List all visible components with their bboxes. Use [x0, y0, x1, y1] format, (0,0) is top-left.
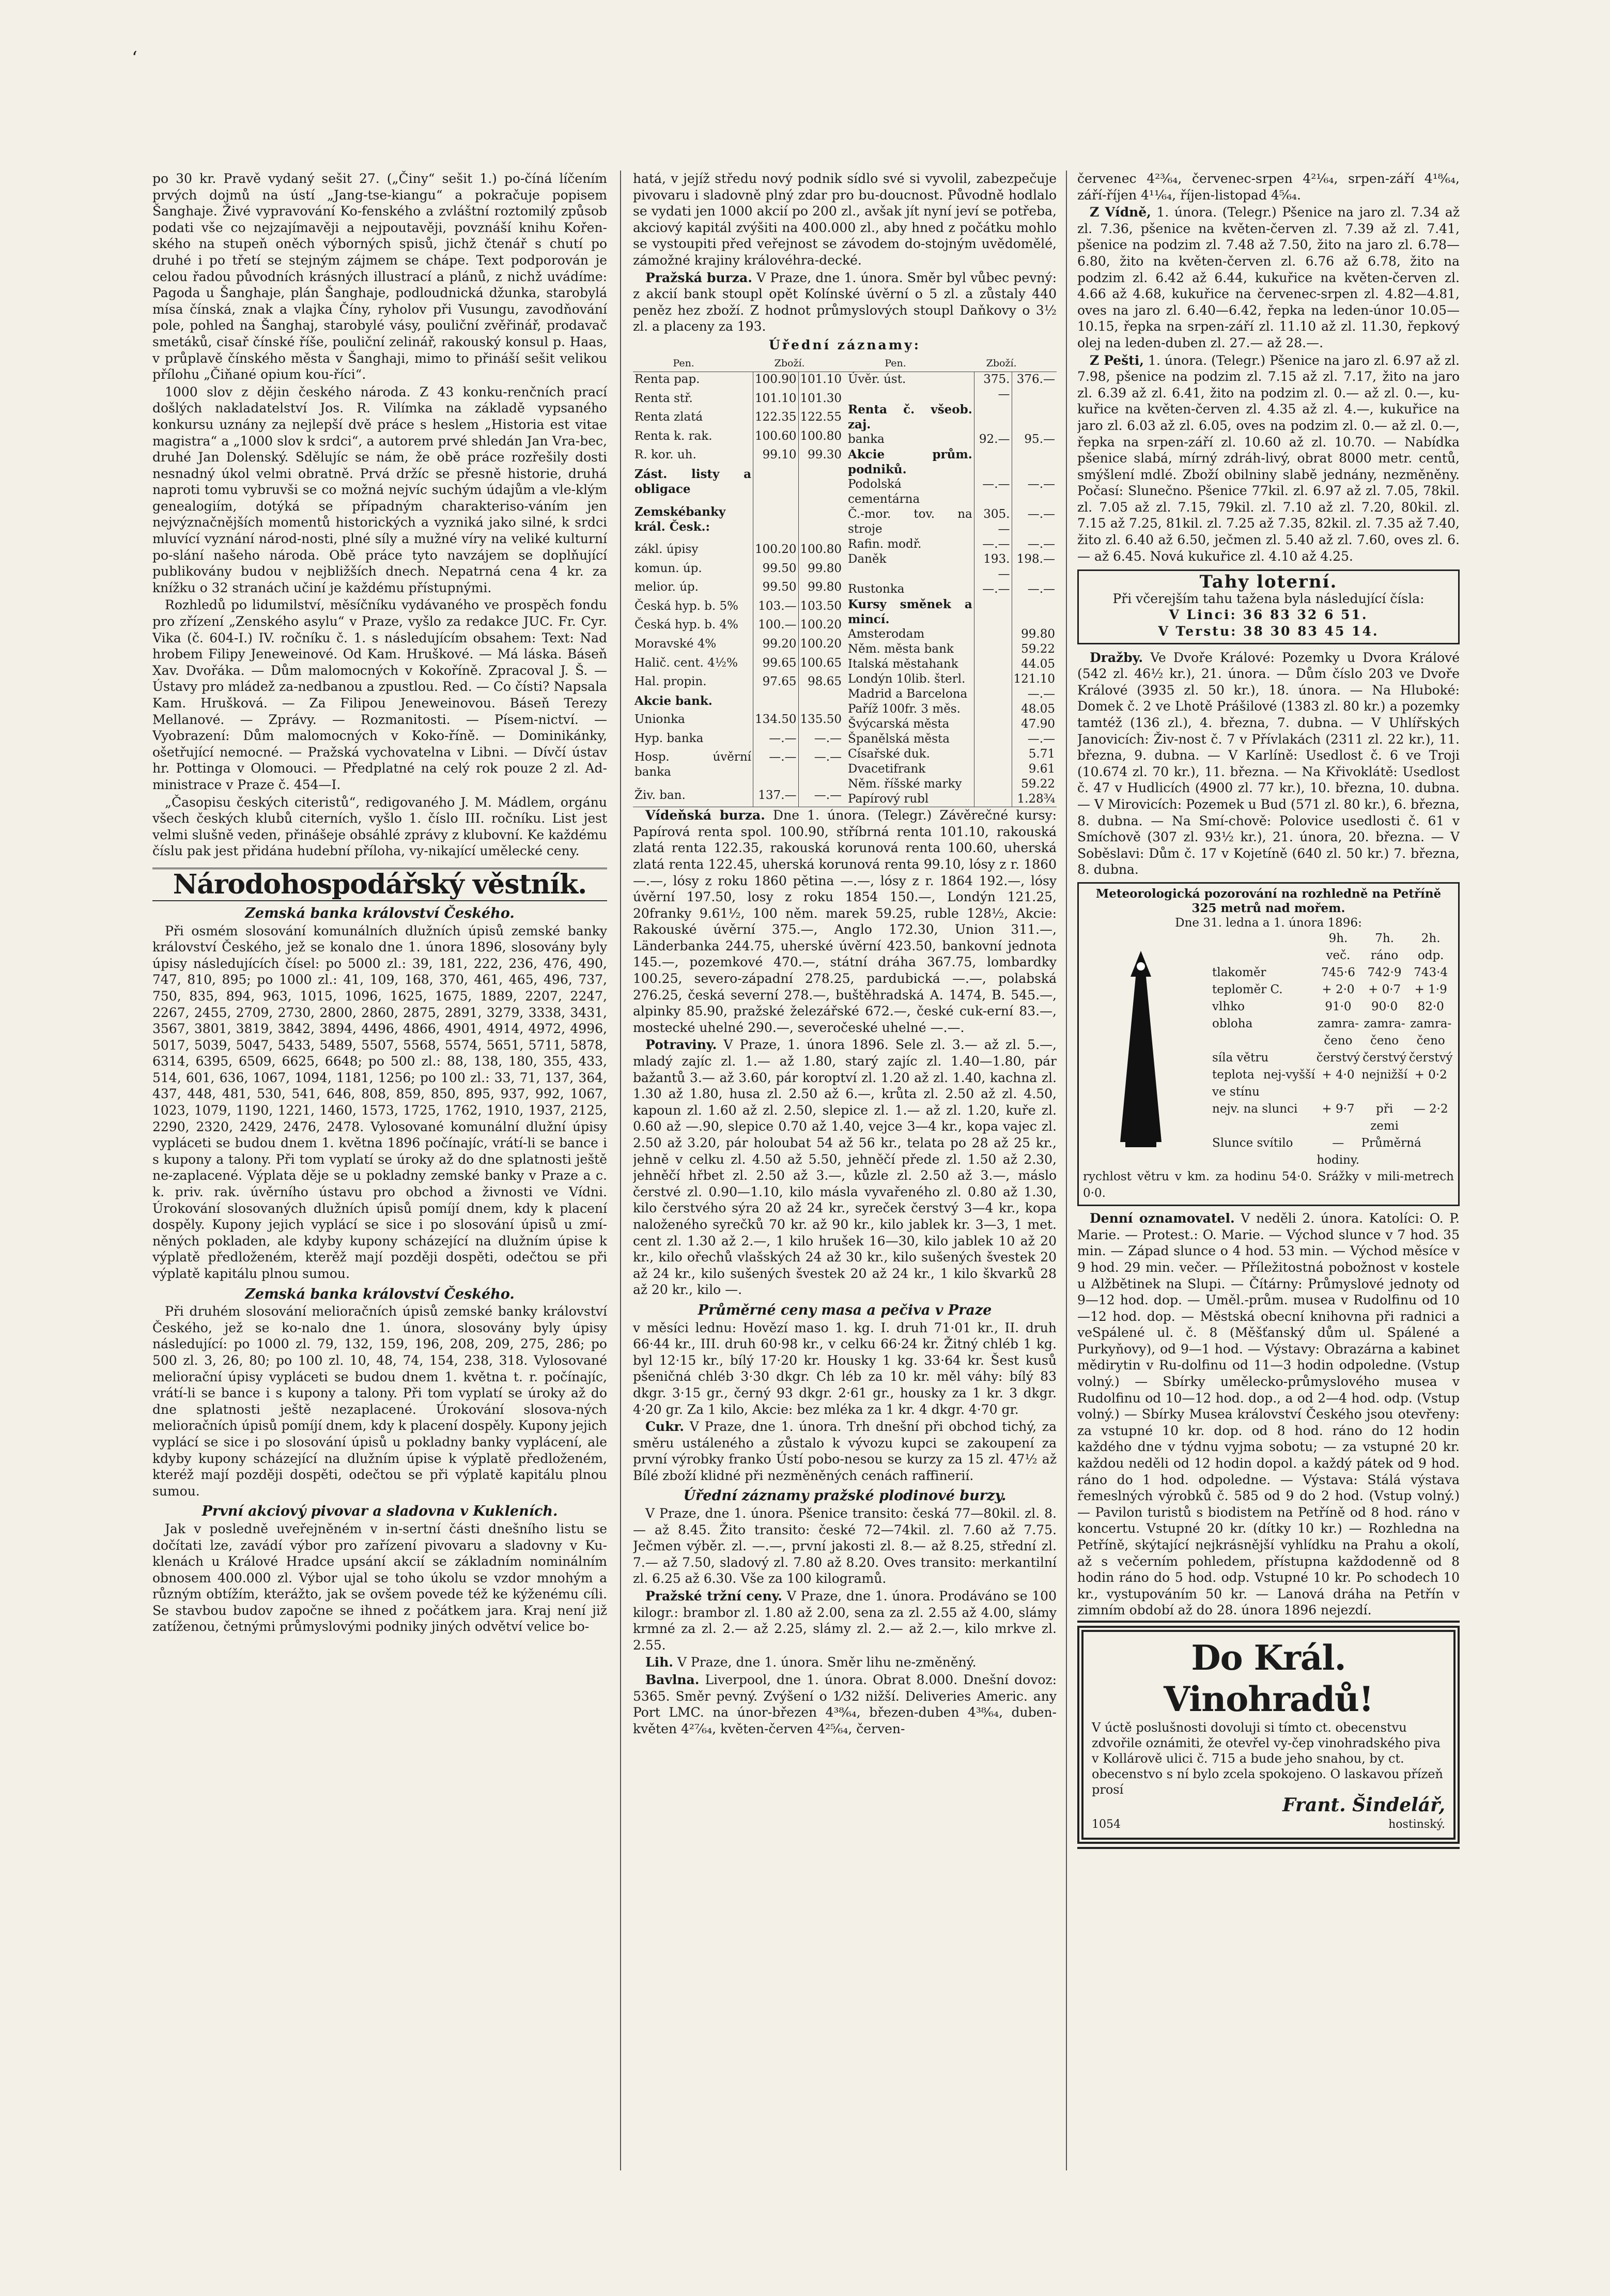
rate-name: Zemskébanky král. Česk.:	[633, 504, 753, 542]
rate-name: Něm. říšské marky	[846, 777, 974, 792]
ad-signature: Frant. Šindelář,	[1282, 1794, 1445, 1816]
column-2	[633, 171, 1057, 2170]
meteo-value: 743·4	[1414, 965, 1448, 979]
meteo-value: + 4·0	[1322, 1068, 1355, 1082]
rate-value: —.—	[1027, 582, 1055, 596]
rate-value	[974, 747, 1012, 762]
rate-value: 198.—	[1016, 552, 1055, 566]
rate-value: 193.—	[974, 552, 1012, 582]
rate-value: 100.20	[800, 637, 842, 651]
rate-value	[974, 717, 1012, 732]
rate-name: Česká hyp. b. 4%	[633, 618, 753, 637]
rate-value: —.—	[1027, 477, 1055, 491]
section-title: Národohospodářský věstník.	[152, 868, 607, 901]
meteo-value: + 2·0	[1322, 982, 1355, 996]
rate-row	[633, 637, 843, 656]
meteo-label: tlakoměr	[1212, 965, 1266, 979]
rate-value: 100.90	[753, 372, 798, 391]
heading-prumerne-ceny: Průměrné ceny masa a pečiva v Praze	[698, 1302, 992, 1318]
rate-row	[846, 402, 1057, 432]
rate-value: 135.50	[800, 713, 842, 727]
rate-value	[974, 792, 1012, 807]
rate-value: —.—	[814, 788, 842, 802]
rate-value	[798, 694, 843, 713]
meteo-value: + 9·7	[1322, 1102, 1355, 1116]
rate-row	[846, 552, 1057, 582]
article-1000-slov: 1000 slov z dějin českého národa. Z 43 konku-renčních prací došlých nakladatelství Jos. R. Vilímka na základě vypsaného konkursu uznány za nejlepší dvě práce s heslem „Historia est vitae magistra“ a „1000 slov k srdci“, a autorem prvé shledán Jan Vra-bec, druhé Jan Dolenský. Sdělujíc se nám, že obě práce rozřešily dosti nesnadný úkol velmi obratně. Prvá držíc se přesně historie, druhá naproti tomu vybruvši se co možná nejvíc suchým údajům a vle-klým genealogiím, dotýká se případným charakteriso-váním jen nejvýznačnějších momentů historických a vyzniká jako silné, k srdci mluvící vyznání národ-nosti, plné síly a mužné víry na veliké kulturní po-slání našeho národa. Obě práce tyto navzájem se doplňující publikovány budou v nejbližších dnech. Nepatrná cena 4 kr. za knížku o 32 stranách učiní je každému přístupnými.	[152, 384, 607, 595]
rate-row	[633, 712, 843, 731]
rate-name: Papírový rubl	[846, 792, 974, 807]
rate-row	[633, 372, 843, 391]
rate-value	[974, 672, 1012, 687]
rate-value: —.—	[974, 537, 1012, 552]
rate-value	[753, 467, 798, 504]
rate-row	[633, 599, 843, 618]
meteo-value: + 0·2	[1414, 1068, 1447, 1082]
rate-value: 103.50	[800, 599, 842, 613]
meteo-footer: rychlost větru v km. za hodinu 54·0. Srážky v mili-metrech 0·0.	[1083, 1169, 1454, 1200]
rate-name: zákl. úpisy	[633, 542, 753, 561]
rate-value: 100.20	[753, 542, 798, 561]
article-pivovar-cont: hatá, v jejíž středu nový podnik sídlo své si vyvolil, zabezpečuje pivovaru i sladovně plný zdar pro bu-doucnost. Původně hodlalo se vydati jen 1000 akcií po 200 zl., avšak jít nyní jeví se potřeba, akciový kapitál zvýšiti na 400.000 zl., aby hned z počátku mohlo se vystoupiti před veřejnost se závodem do-stojným uvědomělé, zámožné krajiny královéhra-decké.	[633, 171, 1057, 268]
rate-value: 375.—	[974, 372, 1012, 402]
rate-value: 101.10	[800, 373, 842, 387]
rate-value: 1.28¾	[1017, 792, 1055, 806]
rate-value: 99.65	[753, 656, 798, 675]
rate-value	[974, 702, 1012, 717]
rate-row	[846, 747, 1057, 762]
rates-table	[633, 372, 1057, 807]
heading-drazby: Dražby.	[1090, 650, 1143, 665]
rate-row	[633, 694, 843, 713]
rate-row	[633, 391, 843, 410]
rate-row	[846, 432, 1057, 447]
rate-name: Renta stř.	[633, 391, 753, 410]
rate-value	[974, 642, 1012, 657]
meteo-value: 91·0	[1325, 999, 1352, 1013]
subhead-zemska-banka-2: Zemská banka království Českého.	[245, 1286, 515, 1302]
heading-potraviny: Potraviny.	[645, 1037, 717, 1053]
rate-value: 99.30	[808, 448, 842, 462]
meteo-value: — 2·2	[1413, 1102, 1448, 1116]
rate-name: Italská městahank	[846, 657, 974, 672]
rate-value: 92.—	[974, 432, 1012, 447]
text-potraviny: V Praze, 1. února 1896. Sele zl. 3.— až zl. 5.—, mladý zajíc zl. 1.— až 1.80, starý zajíc zl. 1.40—1.80, pár bažantů 3.— až 3.60, pár koroptví zl. 1.20 až zl. 1.40, kachna zl. 1.30 až 1.80, husa zl. 2.50 až 6.—, krůta zl. 2.50 až zl. 4.50, kapoun zl. 1.60 až zl. 2.50, slepice zl. 1.— až zl. 1.20, kuře zl. 0.60 až —.90, slepice 0.70 až 1.40, vejce 3—4 kr., kopa vajec zl. 2.50 až 3.20, pár holoubat 54 až 56 kr., telata po 28 až 25 kr., jehně v celku zl. 4.50 až 5.50, jehněčí přede zl. 1.50 až 2.30, jehněčí hřbet zl. 2.50 až 3.—, kůzle zl. 2.50 až 3.—, máslo čerstvé zl. 0.90—1.10, kilo másla vyvařeného zl. 0.80 až 1.30, kilo čerstvého sýra 20 až 24 kr., syreček čerstvý 3—4 kr., kopa naloženého syrečků 70 kr. až 90 kr., kilo jablek kr. 3—3, 1 met. cent zl. 1.30 až 2.—, 1 kilo hrušek 16—30, kilo jablek 10 až 20 kr., kilo ořechů vlašských 24 až 30 kr., kilo sušených švestek 20 až 24 kr., kilo sušených švestek 20 až 24 kr., 1 kilo škvarků 28 až 20 kr., kilo —.	[633, 1037, 1057, 1298]
rate-name: Akcie bank.	[633, 694, 753, 713]
meteo-value: 90·0	[1371, 999, 1398, 1013]
meteo-value: 82·0	[1417, 999, 1444, 1013]
rate-name: Londýn 10lib. šterl.	[846, 672, 974, 687]
meteo-value: — hodiny.	[1317, 1136, 1360, 1167]
rate-value: —.—	[753, 731, 798, 750]
rate-name: Císařské duk.	[846, 747, 974, 762]
rate-name: Hosp. úvěrní banka	[633, 750, 753, 788]
rate-name: Česká hyp. b. 5%	[633, 599, 753, 618]
rate-name: Něm. města bank	[846, 642, 974, 657]
rate-value	[974, 447, 1012, 477]
lottery-text: Při včerejším tahu tažena byla následující čísla:	[1112, 591, 1425, 606]
rate-value: 59.22	[1021, 642, 1055, 656]
rate-name: Zást. listy a obligace	[633, 467, 753, 504]
rate-name: Renta pap.	[633, 372, 753, 391]
rate-value: 101.30	[800, 391, 842, 405]
rate-value: —.—	[814, 731, 842, 745]
meteo-label: síla větru	[1212, 1051, 1269, 1065]
rate-value: 59.22	[1021, 777, 1055, 791]
petrin-tower-illustration	[1089, 946, 1193, 1152]
rate-row	[633, 561, 843, 580]
column-3	[1077, 171, 1460, 2170]
meteo-value: + 1·9	[1414, 982, 1447, 996]
rate-value: 100.65	[800, 656, 842, 670]
rate-value: 99.50	[753, 561, 798, 580]
rate-row	[846, 762, 1057, 777]
rate-row	[633, 788, 843, 807]
newspaper-page	[152, 171, 1460, 2186]
lottery-box	[1077, 569, 1460, 644]
rate-value: 101.10	[753, 391, 798, 410]
meteo-value: zamra-čeno	[1410, 1016, 1452, 1047]
ad-title: Do Král. Vinohradů!	[1164, 1637, 1373, 1719]
rate-row	[633, 750, 843, 788]
rate-value: —.—	[814, 750, 842, 764]
rate-name: Kursy směnek a mincí.	[846, 597, 974, 627]
rate-row	[633, 656, 843, 675]
rate-value: 100.60	[753, 429, 798, 448]
heading-z-vidne: Z Vídně,	[1090, 205, 1151, 220]
lottery-terst: V Terstu: 38 30 83 45 14.	[1158, 624, 1379, 639]
rate-row	[846, 642, 1057, 657]
rate-row	[633, 467, 843, 504]
rate-value: 99.50	[753, 580, 798, 599]
meteo-value: čerstvý	[1363, 1051, 1406, 1065]
text-bavlna-cont: červenec 4²³⁄₆₄, červenec-srpen 4²¹⁄₆₄, srpen-září 4¹⁸⁄₆₄, září-říjen 4¹¹⁄₆₄, říjen-listopad 4⁵⁄₆₄.	[1077, 171, 1460, 203]
rate-value: —.—	[1027, 687, 1055, 701]
rate-name: Madrid a Barcelona	[846, 687, 974, 702]
rate-value	[974, 402, 1012, 432]
rate-value: 376.—	[1016, 373, 1055, 387]
rate-value	[974, 627, 1012, 642]
rate-value: 95.—	[1024, 433, 1055, 446]
rate-row	[633, 580, 843, 599]
rate-value: 100.80	[800, 543, 842, 557]
rate-value: 103.—	[753, 599, 798, 618]
rate-name: Podolská cementárna	[846, 477, 974, 507]
rate-row	[633, 731, 843, 750]
rate-row	[633, 448, 843, 467]
rate-value	[974, 777, 1012, 792]
meteo-value: čerstvý	[1408, 1051, 1453, 1065]
rate-value: 305.—	[974, 507, 1012, 537]
rate-name: R. kor. uh.	[633, 448, 753, 467]
article-citeristi: „Časopisu českých citeristů“, redigovaného J. M. Mádlem, orgánu všech českých klubů citerních, vyšlo 1. číslo III. ročníku. List jest velmi slušně veden, přinášeje obsáhlé zprávy z klubovní. Ke každému číslu pak jest přidána hudební příloha, vy-nikající umělecké ceny.	[152, 794, 607, 859]
rate-row	[846, 477, 1057, 507]
rate-name: banka	[846, 432, 974, 447]
label-zbozi: Zboží.	[774, 357, 805, 369]
rate-name: Rustonka	[846, 582, 974, 597]
rate-name: Paříž 100fr. 3 měs.	[846, 702, 974, 717]
rate-row	[846, 792, 1057, 807]
rate-value: 47.90	[1021, 717, 1055, 731]
label-zbozi: Zboží.	[986, 357, 1017, 369]
heading-trzni-ceny: Pražské tržní ceny.	[645, 1589, 783, 1604]
rate-value: 100.80	[800, 429, 842, 443]
meteo-title: Meteorologická pozorování na rozhledně na Petříně 325 metrů nad mořem.	[1095, 886, 1442, 915]
text-cukr: V Praze, dne 1. února. Trh dnešní při obchod tichý, za směru ustáleného a zůstalo k vývozu kupci se zakoupení za první výrobky franko Ústí pobo-nesou se kurzy za 15 zl. 47½ až Bílé zboží klidné při nezměněných cenách raffinerií.	[633, 1419, 1057, 1483]
column-rule	[620, 171, 621, 2170]
rate-name: Dvacetifrank	[846, 762, 974, 777]
rate-value	[1012, 447, 1057, 477]
rate-value: —.—	[974, 477, 1012, 507]
subhead-pivovar: První akciový pivovar a sladovna v Kukleních.	[202, 1503, 558, 1520]
rate-row	[633, 618, 843, 637]
column-rule	[1066, 171, 1067, 2170]
rate-value: 98.65	[808, 675, 842, 689]
ad-footer	[1092, 1794, 1445, 1832]
meteo-value: zamra-čeno	[1364, 1016, 1405, 1047]
rate-value: —.—	[1027, 507, 1055, 521]
heading-z-pesti: Z Pešti,	[1090, 352, 1144, 368]
rate-name: Rafin. modř.	[846, 537, 974, 552]
ad-number: 1054	[1092, 1817, 1121, 1831]
rate-name: Č.-mor. tov. na stroje	[846, 507, 974, 537]
meteo-value: zamra-čeno	[1317, 1016, 1359, 1047]
rate-row	[846, 447, 1057, 477]
rate-value	[974, 597, 1012, 627]
rate-value: 100.20	[800, 618, 842, 632]
rate-name: Švýcarská města	[846, 717, 974, 732]
heading-cukr: Cukr.	[645, 1419, 684, 1435]
rate-row	[846, 732, 1057, 747]
rate-value	[1012, 402, 1057, 432]
meteo-value: 745·6	[1321, 965, 1355, 979]
rate-name: Moravské 4%	[633, 637, 753, 656]
meteo-label: vlhko	[1212, 999, 1245, 1013]
lottery-linz: V Linci: 36 83 32 6 51.	[1169, 607, 1368, 623]
rate-value: 48.05	[1021, 702, 1055, 716]
rate-name: Úvěr. úst.	[846, 372, 974, 402]
rate-name: Akcie prům. podniků.	[846, 447, 974, 477]
rate-row	[633, 542, 843, 561]
rate-value: 99.80	[1021, 627, 1055, 641]
label-pen: Pen.	[885, 357, 906, 369]
rate-value	[1012, 597, 1057, 627]
meteo-value: nejnižší	[1361, 1068, 1408, 1082]
rate-name: Hyp. banka	[633, 731, 753, 750]
heading-lih: Lih.	[645, 1655, 673, 1670]
rates-heading: Úřední záznamy:	[769, 337, 921, 352]
rate-value: —.—	[974, 582, 1012, 597]
text-lih: V Praze, dne 1. února. Směr lihu ne-změněný.	[677, 1655, 977, 1670]
rate-value: 99.10	[753, 448, 798, 467]
rate-row	[846, 372, 1057, 402]
ad-role: hostinský.	[1388, 1817, 1445, 1831]
rate-name: Renta zlatá	[633, 410, 753, 429]
meteo-col: 2h. odp.	[1417, 931, 1444, 962]
meteo-date: Dne 31. ledna a 1. února 1896:	[1175, 916, 1362, 930]
text-drazby: Ve Dvoře Králové: Pozemky u Dvora Králové (542 zl. 46½ kr.), 21. února. — Dům číslo 203 ve Dvoře Králové (3935 zl. 50 kr.), 18. února. — Na Hluboké: Domek č. 2 ve Lhotě Prášilové (1383 zl. 80 kr.) a pozemky tamtéž (136 zl.), 4. března, 7. dubna. — V Uhlířských Janovicích: Živ-nost č. 7 v Přívlakách (2311 zl. 22 kr.), 11. března, 9. dubna. — V Karlíně: Usedlost č. 6 ve Troji (10.674 zl. 70 kr.), 11. března. — Na Křivoklátě: Usedlost č. 47 v Hudlicích (4900 zl. 77 kr.), 10. března, 10. dubna. — V Mirovicích: Pozemek u Bud (571 zl. 80 kr.), 6. března, 8. dubna. — Na Smí-chově: Polovice usedlosti č. 61 v Smíchově (307 zl. 93½ kr.), 21. února, 20. března. — V Soběslavi: Dům č. 17 v Kojetíně (640 zl. 50 kr.) 7. března, 8. dubna.	[1077, 650, 1460, 877]
rate-row	[846, 627, 1057, 642]
label-pen: Pen.	[673, 357, 694, 369]
rates-left	[633, 372, 843, 807]
ad-body: V úctě poslušnosti dovoluji si tímto ct. obecenstvu zdvořile oznámiti, že otevřel vy-čep vinohradského piva v Kollárově ulici č. 715 a bude jeho snahou, by ct. obecenstvo s ní bylo zcela spokojeno. O laskavou přízeň prosí	[1092, 1720, 1443, 1797]
rate-name: Španělská města	[846, 732, 974, 747]
lottery-title: Tahy loterní.	[1199, 572, 1338, 593]
rate-row	[846, 507, 1057, 537]
rate-value: —.—	[1027, 732, 1055, 746]
meteo-value: Průměrná	[1361, 1136, 1421, 1150]
meteo-col: 9h. več.	[1326, 931, 1351, 962]
text-z-vidne: 1. února. (Telegr.) Pšenice na jaro zl. 7.34 až zl. 7.36, pšenice na květen-červen zl. 7.39 až zl. 7.41, pšenice na podzim zl. 7.48 až 7.50, žito na jaro zl. 6.78—6.80, žito na květen-červen zl. 6.76 až 6.78, žito na podzim zl. 6.42 až 6.44, kukuřice na květen-červen zl. 4.66 až 4.68, kukuřice na červenec-srpen zl. 4.82—4.81, oves na jaro zl. 6.40—6.42, řepka na leden-únor 10.05—10.15, řepka na srpen-září zl. 11.10 až zl. 11.30, řepkový olej na leden-duben zl. 27.— až 28.—.	[1077, 205, 1460, 350]
text-videnska-burza: Dne 1. února. (Telegr.) Závěrečné kursy: Papírová renta spol. 100.90, stříbrná renta 101.10, rakouská zlatá renta 122.35, rakouská korunová renta 100.60, uherská zlatá renta 122.45, uherská korunová renta 99.10, lósy z r. 1860 —.—, lósy z roku 1860 pětina —.—, lósy z r. 1864 192.—, lósy úvěrní 197.50, losy z roku 1854 150.—, Londýn 121.25, 20franky 9.61½, 100 něm. marek 59.25, ruble 128½, Akcie: Rakouské úvěrní 375.—, Anglo 172.30, Union 311.—, Länderbanka 244.75, uherské úvěrní 423.50, bankovní jednota 145.—, pozemkové 470.—, státní dráha 367.75, lombardky 100.25, severo-západní 278.25, pardubická —.—, polabská 276.25, česká severní 278.—, buštěhradská A. 1474, B. 545.—, alpinky 85.90, pražské železářské 672.—, české cuk-erní 83.—, mostecké uhelné 290.—, severočeské uhelné —.—.	[633, 808, 1057, 1035]
heading-denni-oznamovatel: Denní oznamovatel.	[1090, 1211, 1235, 1226]
advertisement-vinohrady	[1077, 1626, 1460, 1844]
meteo-value: čerstvý	[1316, 1051, 1360, 1065]
meteo-value	[1407, 1135, 1454, 1169]
text-z-pesti: 1. února. (Telegr.) Pšenice na jaro zl. 6.97 až zl. 7.98, pšenice na podzim zl. 7.15 až zl. 7.17, žito na jaro zl. 6.39 až zl. 6.41, žito na podzim zl. 0.— až zl. 0.—, ku-kuřice na květen-červen zl. 4.35 až zl. 4.—, kukuřice na jaro zl. 6.03 až zl. 6.05, oves na podzim zl. 0.— až zl. 0.—, řepka na srpen-září zl. 10.60 až zl. 10.70. — Nabídka pšenice slabá, mírný zdráh-livý, obrat 8000 metr. centů, smýšlení mdlé. Zboží obilniny slabě jednány, nezměněny. Počasí: Slunečno. Pšenice 77kil. zl. 6.97 až zl. 7.05, 78kil. zl. 7.05 až zl. 7.15, 79kil. zl. 7.10 až zl. 7.20, 80kil. zl. 7.15 až 7.25, 81kil. zl. 7.25 až 7.35, 82kil. zl. 7.35 až 7.40, žito zl. 6.40 až 6.50, ječmen zl. 5.40 až zl. 7.60, oves zl. 6.— až 6.45. Nová kukuřice zl. 4.10 až 4.25.	[1077, 352, 1460, 564]
meteo-label: obloha	[1212, 1016, 1253, 1030]
rate-value: 121.10	[1013, 672, 1055, 686]
rate-value	[798, 467, 843, 504]
rate-name: Živ. ban.	[633, 788, 753, 807]
meteo-label: teplota nej-vyšší ve stínu	[1212, 1068, 1315, 1099]
rate-row	[633, 504, 843, 542]
meteo-value: při zemi	[1370, 1102, 1399, 1133]
text-prazska-burza: V Praze, dne 1. února. Směr byl vůbec pevný: z akcií bank stoupl opět Kolínské úvěrní o 5 zl. a zůstaly 440 peněz hez zboží. Z hodnot průmyslových stoupl Daňkovy o 3½ zl. a placeny za 193.	[633, 270, 1057, 334]
rate-name: Halič. cent. 4½%	[633, 656, 753, 675]
rate-row	[846, 717, 1057, 732]
rate-value	[974, 657, 1012, 672]
rate-value	[753, 504, 798, 542]
rate-name: Daněk	[846, 552, 974, 582]
rate-value: 99.80	[808, 580, 842, 594]
column-1	[152, 171, 607, 2170]
rate-value: 99.80	[808, 561, 842, 575]
rate-value: —.—	[753, 750, 798, 788]
rate-value: 134.50	[753, 712, 798, 731]
rate-name: Renta k. rak.	[633, 429, 753, 448]
heading-prazska-burza: Pražská burza.	[645, 270, 752, 285]
rate-row	[846, 672, 1057, 687]
meteo-label: nejv. na slunci	[1212, 1102, 1298, 1116]
rate-row	[846, 657, 1057, 672]
meteo-label: Slunce svítilo	[1212, 1136, 1293, 1150]
heading-videnska-burza: Vídeňská burza.	[645, 808, 765, 823]
rate-name: Renta č. všeob. zaj.	[846, 402, 974, 432]
rate-value: 99.20	[753, 637, 798, 656]
text-trzni-ceny: V Praze, dne 1. února. Prodáváno se 100 kilogr.: brambor zl. 1.80 až 2.00, sena za zl. 2.55 až 4.00, slámy krmné za zl. 2.— až 2.25, slámy zl. 2.— až 2.—, kilo mrkve zl. 2.55.	[633, 1589, 1057, 1653]
rate-name: komun. úp.	[633, 561, 753, 580]
article-korensky: po 30 kr. Pravě vydaný sešit 27. („Činy“ sešit 1.) po-číná líčením prvých dojmů na ústí „Jang-tse-kiangu“ a pokračuje popisem Šanghaje. Živé vypravování Ko-fenského a zvláštní roztomilý způsob podati vše co nejzajímavěji a nejpoutavěji, povznáší knihu Kořen-ského na stupeň oněch výborných spisů, jichž čtenář s chutí po druhé i po třetí se stejným zájmem se chápe. Text podporován je celou řadou původních krásných illustrací a plánů, z nichž uvádíme: Pagoda u Šanghaje, plán Šanghaje, podloudnická džunka, starobylá mísa čínská, znak a vlajka Číny, ryholov při Vusungu, zavodňování pole, pohled na Šanghaj, starobylé vásy, pouliční zvěřinář, prodavač smetáků, cisař čínské říše, pouliční zelinář, rakouský konsul p. Haas, v průplavě čínského města v Šanghaji, mimo to přináší sešit velikou přílohu „Čiňané opium kou-říci“.	[152, 171, 607, 382]
page-mark: ‘	[132, 48, 137, 68]
rate-value: 122.55	[800, 410, 842, 424]
rate-row	[846, 597, 1057, 627]
article-komunalni-upisy: Při osmém slosování komunálních dlužních úpisů zemské banky království Českého, jež se konalo dne 1. února 1896, slosovány byly úpisy následujících čísel: po 5000 zl.: 39, 181, 222, 236, 476, 490, 747, 810, 895; po 1000 zl.: 41, 109, 168, 370, 461, 465, 496, 737, 750, 835, 894, 963, 1015, 1096, 1625, 1675, 1889, 2207, 2247, 2267, 2455, 2709, 2730, 2800, 2860, 2875, 2891, 3279, 3338, 3431, 3567, 3801, 3819, 3842, 3894, 4496, 4866, 4901, 4914, 4972, 4996, 5017, 5039, 5047, 5433, 5489, 5507, 5568, 5574, 5651, 5711, 5878, 6314, 6395, 6509, 6625, 6648; po 500 zl.: 88, 138, 180, 355, 433, 514, 601, 636, 1067, 1094, 1181, 1256; po 100 zl.: 33, 71, 137, 364, 437, 448, 481, 530, 541, 646, 808, 859, 850, 895, 937, 992, 1067, 1023, 1079, 1190, 1221, 1460, 1573, 1725, 1762, 1910, 1937, 2125, 2290, 2320, 2429, 2476, 2478. Vylosované komunální dlužní úpisy vypláceti se budou dnem 1. května 1896 počínajíc, vrátí-li se bance i s kupony a talony. Při tom vyplatí se úroky až do dne splatnosti ještě ne-zaplacené. Výplata děje se u pokladny zemské banky v Praze a c. k. priv. rak. úvěrního ústavu pro obchod a živnosti ve Vídni. Úrokování slosovaných dlužních úpisů pomíjí dnem, kdy k placení dospěly. Kupony jejich vyplácí se sice i po slosování úpisů u zmí-něných pokladen, ale kdyby kupony scházející na dlužním úpise k výplatě předloženém, kterěž mají později dospěti, odečtou se při výplatě kapitálu plnou sumou.	[152, 923, 607, 1281]
rate-value: —.—	[1027, 537, 1055, 551]
rate-name: Unionka	[633, 712, 753, 731]
rates-right	[846, 372, 1057, 807]
rate-value	[753, 694, 798, 713]
rate-value: 122.35	[753, 410, 798, 429]
meteo-box	[1077, 882, 1460, 1206]
rate-row	[633, 410, 843, 429]
meteo-value: 742·9	[1367, 965, 1402, 979]
rate-row	[846, 702, 1057, 717]
rate-value: 137.—	[753, 788, 798, 807]
rate-row	[846, 582, 1057, 597]
rate-name: melior. úp.	[633, 580, 753, 599]
text-bavlna: Liverpool, dne 1. února. Obrat 8.000. Dnešní dovoz: 5365. Směr pevný. Zvýšení o 1⁄32 nižší. Deliveries Americ. any Port LMC. na únor-březen 4³⁸⁄₆₄, březen-duben 4³⁸⁄₆₄, duben-květen 4²⁷⁄₆₄, květen-červen 4²⁵⁄₆₄, červen-	[633, 1672, 1057, 1736]
text-prumerne-ceny: v měsíci lednu: Hovězí maso 1. kg. I. druh 71·01 kr., II. druh 66·44 kr., III. druh 60·98 kr., v celku 66·24 kr. Žitný chléb 1 kg. byl 12·15 kr., bílý 17·20 kr. Housky 1 kg. 33·64 kr. Šest kusů pšeničná chléb 3·30 dkgr. Ch léb za 10 kr. měl váhy: bílý 83 dkgr. 3·15 gr., černý 93 dkgr. 2·61 gr., housky za 1 kr. 3 dkgr. 4·20 gr. Za 1 kilo, Akcie: bez mléka za 1 kr. 4 dkgr. 4·70 gr.	[633, 1320, 1057, 1417]
rate-value: 44.05	[1021, 657, 1055, 671]
text-plodinova-burza: V Praze, dne 1. února. Pšenice transito: česká 77—80kil. zl. 8.— až 8.45. Žito transito: české 72—74kil. zl. 7.60 až 7.75. Ječmen výběr. zl. —.—, první jakosti zl. 8.— až 8.25, střední zl. 7.— až 7.50, sladový zl. 7.80 až 8.20. Oves transito: merkantilní zl. 6.25 až 6.30. Vše za 100 kilogramů.	[633, 1506, 1057, 1586]
article-rozhledy: Rozhledů po lidumilství, měsíčníku vydávaného ve prospěch fondu pro zřízení „Zenského asylu“ v Praze, vyšlo za redakce JUC. Fr. Cyr. Vika (č. 604-I.) IV. ročníku č. 1. s následujícím obsahem: Text: Nad hrobem Filipy Jeneweinové. Od Kam. Hruškové. — Má láska. Báseň Xav. Dvořáka. — Dům malomocných v Kokoříně. Zpracoval J. Š. — Ústavy pro mládež za-nedbanou a zpustlou. Red. — Co čísti? Napsala Kam. Hrušková. — Za Filipou Jeneweinovou. Báseň Terezy Mellanové. — Zprávy. — Rozmanitosti. — Písem-nictví. — Vyobrazení: Dům malomocných v Koko-říně. — Dominikánky, ošetřující nemocné. — Pražská vychovatelna v Libni. — Dívčí ústav hr. Pottinga v Olomouci. — Předplatné na celý rok pouze 2 zl. Ad-ministrace v Praze č. 454—I.	[152, 597, 607, 792]
rate-value: 97.65	[753, 674, 798, 694]
rate-name: Amsterodam	[846, 627, 974, 642]
rate-value	[974, 732, 1012, 747]
article-melioracni-upisy: Při druhém slosování melioračních úpisů zemské banky království Českého, jež se ko-nalo dne 1. února, slosovány byly úpisy následující: po 1000 zl. 79, 132, 159, 196, 208, 209, 275, 286; po 500 zl. 3, 26, 80; po 100 zl. 10, 48, 74, 154, 238, 318. Vylosované meliorační úpisy vypláceti se budou dnem 1. května t. r. počínajíc, vrátí-li se bance i s kupony a talony. Při tom vyplatí se úroky až do dne splatnosti ještě nezaplacené. Úrokování slosova-ných melioračních úpisů pomíjí dnem, kdy k placení dospěly. Kupony jejich vyplácí se sice i po slosování úpisů u pokladny banky vyplácení, ale kdyby kupony scházející na dlužním úpise k výplatě předloženém, kteréž mají později dospěti, odečtou se při výplatě kapitálu plnou sumou.	[152, 1304, 607, 1499]
heading-plodinova-burza: Úřední záznamy pražské plodinové burzy.	[683, 1488, 1007, 1504]
rates-subheader	[633, 356, 1057, 372]
rate-row	[633, 674, 843, 694]
subhead-zemska-banka-1: Zemská banka království Českého.	[245, 905, 515, 921]
rate-value: 100.—	[753, 618, 798, 637]
rate-value: 9.61	[1028, 762, 1055, 776]
rate-row	[846, 777, 1057, 792]
article-pivovar: Jak v posledně uveřejněném v in-sertní části dnešního listu se dočítati lze, zavádí výbor pro zařízení pivovaru a sladovny v Ku-klenách u Králové Hradce upsání akcií se základním nominálním obnosem 400.000 zl. Výbor ujal se toho úkolu se vzdor mnohým a různým obtížím, kterážto, jak se ovšem povede též ke kýženému cíli. Se stavbou budov započne se ihned z počátkem jara. Kraj není již zatíženou, četnými průmyslovými podniky jiných odvětví velice bo-	[152, 1521, 607, 1635]
rate-value: 5.71	[1028, 747, 1055, 761]
rate-row	[846, 687, 1057, 702]
meteo-value: + 0·7	[1368, 982, 1401, 996]
rate-value	[798, 504, 843, 542]
heading-bavlna: Bavlna.	[645, 1672, 700, 1687]
rate-row	[633, 429, 843, 448]
meteo-label: teploměr C.	[1212, 982, 1283, 996]
text-denni-oznamovatel: V neděli 2. února. Katolíci: O. P. Marie. — Protest.: O. Marie. — Východ slunce v 7 hod. 35 min. — Západ slunce o 4 hod. 53 min. — Východ měsíce v 9 hod. 29 min. večer. — Příležitostná pobožnost v kostele u Alžbětinek na Slupi. — Čítárny: Průmyslové jednoty od 9—12 hod. dop. — Uměl.-prům. musea v Rudolfinu od 10—12 hod. dop. — Městská obecní knihovna při radnici a veSpálené ul. č. 8 (Měšťanský dům ul. Spálené a Purkyňovy), od 9—1 hod. — Výstavy: Obrazárna a kabinet mědirytin v Ru-dolfinu od 11—3 hodin odpoledne. (Vstup volný.) — Sbírky umělecko-průmyslového musea v Rudolfinu od 10—12 hod. dop., a od 2—4 hod. odp. (Vstup volný.) — Sbírky Musea království Českého jsou otevřeny: za vstupné 10 kr. dop. od 8 hod. ráno do 12 hodin každého dne v týdnu vyjma sobotu; — za vstupné 20 kr. každou neděli od 12 hodin dopol. a každý pátek od 9 hod. ráno do 1 hod. odpoledne. — Výstava: Stálá výstava řemeslných výrobků č. 585 od 9 do 2 hod. (Vstup volný.) — Pavilon turistů s biodistem na Petříně od 8 hod. ráno v koncertu. Vstupné 20 kr. (dítky 10 kr.) — Rozhledna na Petříně, skýtající nejkrásnější vyhlídku na Prahu a okolí, až s večerním pohledem, přístupna každodenně od 8 hodin ráno do 5 hod. odp. Vstupné 10 kr. Po schodech 10 kr., vystupováním 50 kr. — Lanová dráha na Petřín v zimním období až do 28. února 1896 nejezdí.	[1077, 1211, 1460, 1618]
rate-value	[974, 687, 1012, 702]
meteo-col: 7h. ráno	[1370, 931, 1399, 962]
rate-name: Hal. propin.	[633, 674, 753, 694]
rate-row	[846, 537, 1057, 552]
rate-value	[974, 762, 1012, 777]
